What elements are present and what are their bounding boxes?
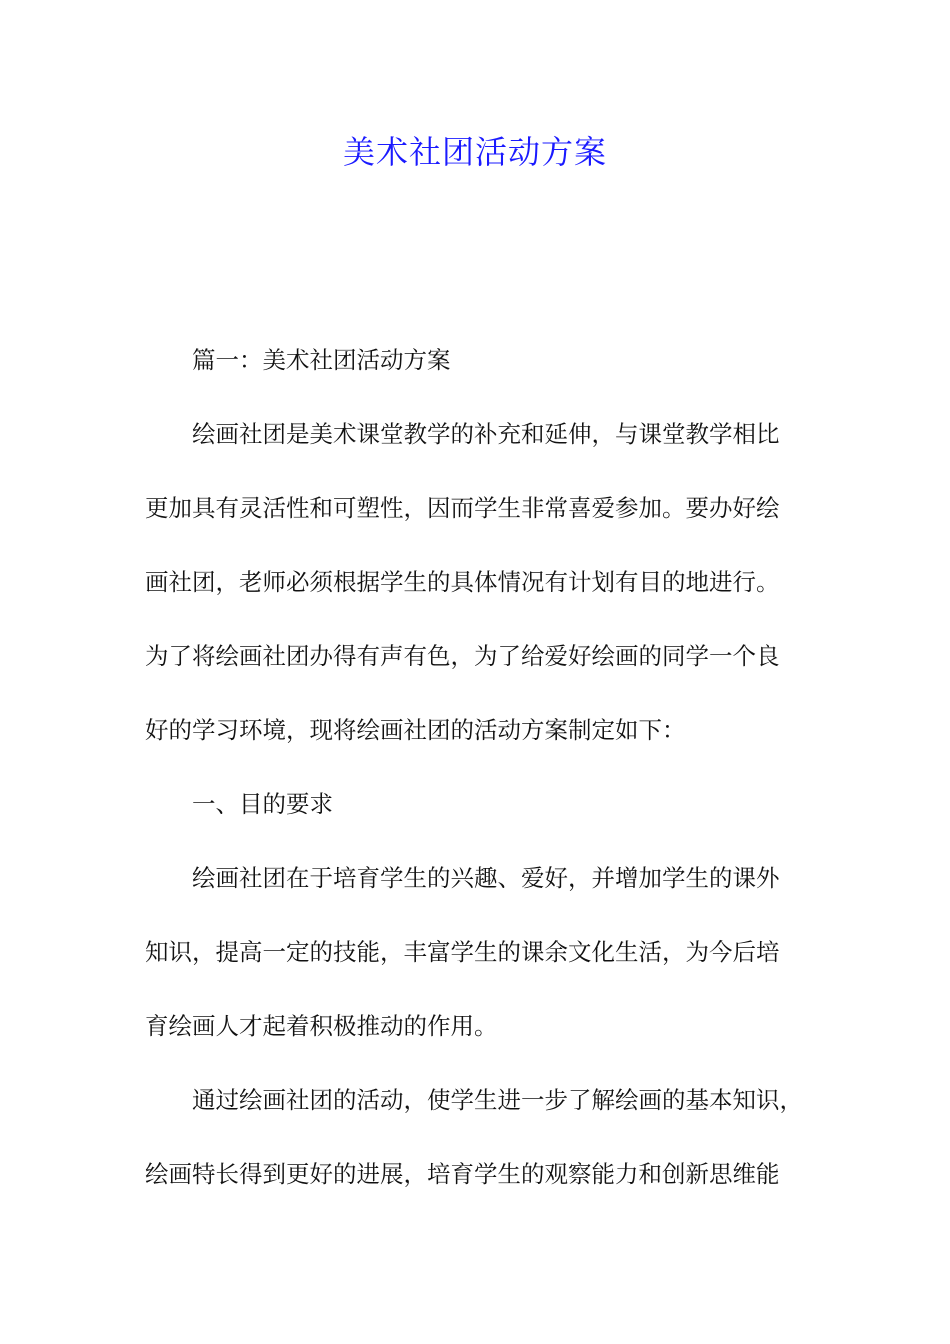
paragraph-line: 画社团，老师必须根据学生的具体情况有计划有目的地进行。	[145, 568, 780, 596]
paragraph-line: 好的学习环境，现将绘画社团的活动方案制定如下：	[145, 716, 686, 744]
paragraph-line: 为了将绘画社团办得有声有色，为了给爱好绘画的同学一个良	[145, 642, 780, 670]
section-heading: 一、目的要求	[192, 790, 333, 818]
paragraph-line: 更加具有灵活性和可塑性，因而学生非常喜爱参加。要办好绘	[145, 494, 780, 522]
paragraph-line: 绘画社团在于培育学生的兴趣、爱好，并增加学生的课外	[192, 864, 780, 892]
paragraph-line: 通过绘画社团的活动，使学生进一步了解绘画的基本知识，	[192, 1086, 803, 1114]
document-body	[145, 338, 817, 1226]
section-heading: 篇一：美术社团活动方案	[192, 346, 451, 374]
document-title: 美术社团活动方案	[342, 133, 607, 171]
paragraph-line: 绘画特长得到更好的进展，培育学生的观察能力和创新思维能	[145, 1160, 780, 1188]
paragraph-line: 知识，提高一定的技能，丰富学生的课余文化生活，为今后培	[145, 938, 780, 966]
paragraph-line: 绘画社团是美术课堂教学的补充和延伸，与课堂教学相比	[192, 420, 780, 448]
paragraph-line: 育绘画人才起着积极推动的作用。	[145, 1012, 498, 1040]
